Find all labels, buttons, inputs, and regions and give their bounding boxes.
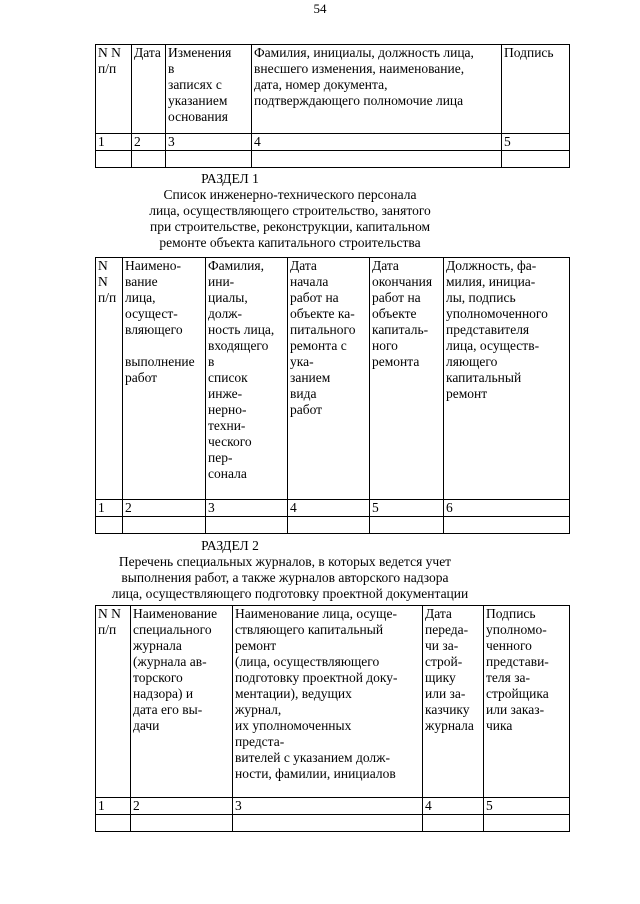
section1-heading-line: ремонте объекта капитального строительства — [159, 235, 421, 250]
section2-heading-line: выполнения работ, а также журналов авторского надзора — [121, 570, 449, 585]
empty-cell[interactable] — [96, 815, 131, 832]
empty-cell[interactable] — [423, 815, 484, 832]
page-number: 54 — [313, 1, 327, 16]
header-cell: Дата переда- чи за- строй- щику или за- казчику журнала — [423, 606, 484, 798]
number-cell: 2 — [132, 134, 166, 151]
empty-cell[interactable] — [166, 151, 252, 168]
section2-heading-line: Перечень специальных журналов, в которых ведется учет — [118, 554, 452, 569]
empty-cell[interactable] — [96, 151, 132, 168]
empty-cell[interactable] — [123, 517, 206, 534]
header-cell: Наименование лица, осуще- ствляющего капитальный ремонт (лица, осуществляющего подготовку проектной доку- ментации), ведущих журнал, их уполномоченных предста- вителей с указанием долж- ности, фамилии, инициалов — [233, 606, 423, 798]
number-cell: 4 — [423, 798, 484, 815]
header-cell: Дата окончания работ на объекте капиталь- ного ремонта — [370, 258, 444, 500]
empty-cell[interactable] — [132, 151, 166, 168]
header-cell: Изменения в записях с указанием основания — [166, 45, 252, 134]
number-cell: 2 — [123, 500, 206, 517]
number-cell: 5 — [370, 500, 444, 517]
number-cell: 6 — [444, 500, 570, 517]
number-cell: 1 — [96, 798, 131, 815]
empty-cell[interactable] — [233, 815, 423, 832]
header-cell: Наименование специального журнала (журнала ав- торского надзора) и дата его вы- дачи — [131, 606, 233, 798]
section2-title: РАЗДЕЛ 2 — [201, 538, 259, 553]
section2-table — [95, 605, 570, 832]
number-cell: 3 — [166, 134, 252, 151]
header-cell: Дата — [132, 45, 166, 134]
header-cell: Дата начала работ на объекте ка- питального ремонта с ука- занием вида работ — [288, 258, 370, 500]
empty-cell[interactable] — [288, 517, 370, 534]
empty-cell[interactable] — [444, 517, 570, 534]
empty-cell[interactable] — [252, 151, 502, 168]
section1-heading-line: Список инженерно-технического персонала — [163, 187, 417, 202]
number-cell: 1 — [96, 134, 132, 151]
empty-cell[interactable] — [206, 517, 288, 534]
section1-heading-line: при строительстве, реконструкции, капитальном — [150, 219, 430, 234]
header-cell: Подпись — [502, 45, 570, 134]
number-cell: 3 — [233, 798, 423, 815]
empty-cell[interactable] — [131, 815, 233, 832]
number-cell: 5 — [484, 798, 570, 815]
section1-title: РАЗДЕЛ 1 — [201, 171, 259, 186]
section1-table — [95, 257, 570, 534]
changes-table — [95, 44, 570, 168]
number-cell: 4 — [288, 500, 370, 517]
header-cell: N N п/п — [96, 45, 132, 134]
number-cell: 3 — [206, 500, 288, 517]
header-cell: Фамилия, ини- циалы, долж- ность лица, входящего в список инже- нерно- техни- ческого пер- сонала — [206, 258, 288, 500]
header-cell: Фамилия, инициалы, должность лица, внесшего изменения, наименование, дата, номер документа, подтверждающего полномочие лица — [252, 45, 502, 134]
section1-heading-line: лица, осуществляющего строительство, занятого — [149, 203, 431, 218]
empty-cell[interactable] — [484, 815, 570, 832]
header-cell: N N п/п — [96, 606, 131, 798]
header-cell: Подпись уполномо- ченного представи- теля за- стройщика или заказ- чика — [484, 606, 570, 798]
number-cell: 1 — [96, 500, 123, 517]
number-cell: 4 — [252, 134, 502, 151]
header-cell: Должность, фа- милия, инициа- лы, подпись уполномоченного представителя лица, осуществ- ляющего капитальный ремонт — [444, 258, 570, 500]
empty-cell[interactable] — [370, 517, 444, 534]
empty-cell[interactable] — [96, 517, 123, 534]
section2-heading-line: лица, осуществляющего подготовку проектной документации — [111, 586, 469, 601]
number-cell: 2 — [131, 798, 233, 815]
header-cell: Наимено- вание лица, осущест- вляющего выполнение работ — [123, 258, 206, 500]
empty-cell[interactable] — [502, 151, 570, 168]
header-cell: N N п/п — [96, 258, 123, 500]
number-cell: 5 — [502, 134, 570, 151]
